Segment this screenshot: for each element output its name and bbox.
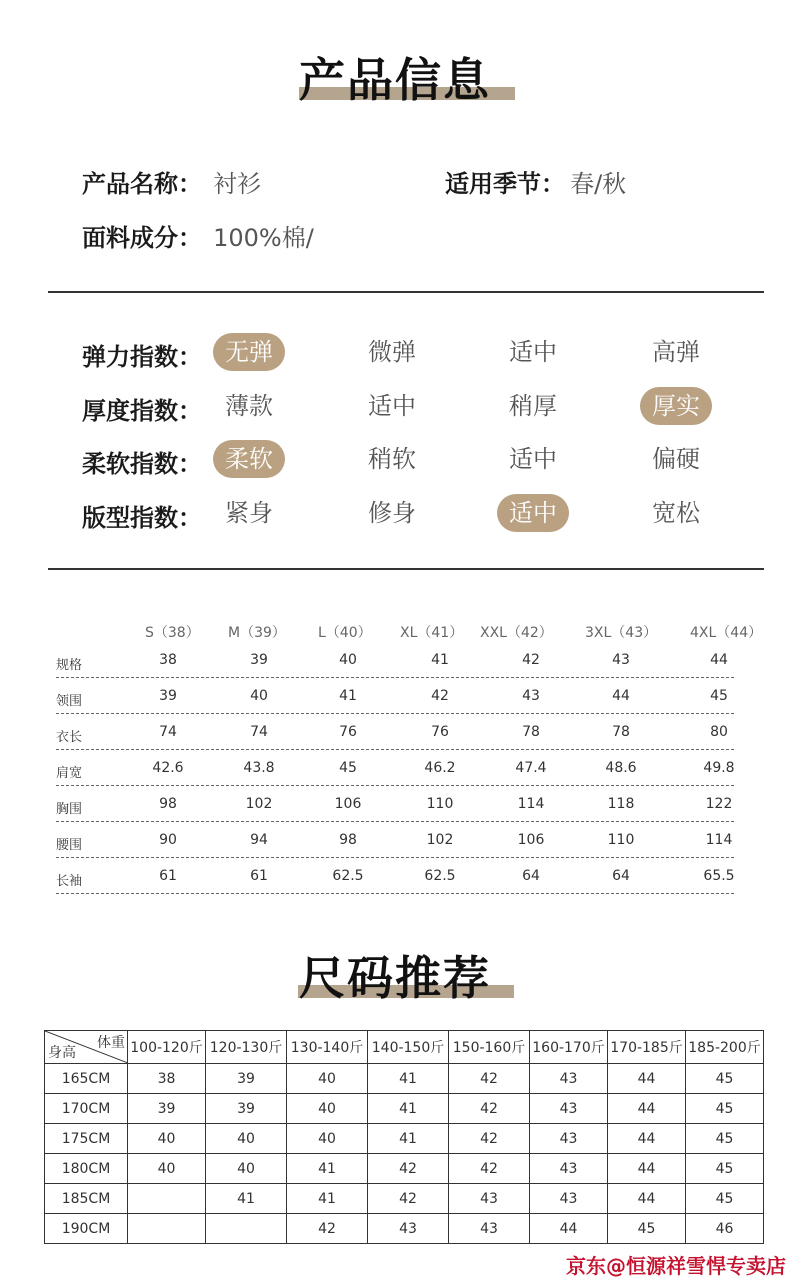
size-recommend-cell: 39 xyxy=(206,1064,287,1094)
table-corner-cell xyxy=(45,1031,128,1064)
size-recommend-cell: 40 xyxy=(287,1094,368,1124)
index-option: 适中 xyxy=(509,338,557,366)
season-row xyxy=(445,164,626,199)
size-column-header: S（38） xyxy=(145,625,200,641)
size-recommend-cell: 45 xyxy=(686,1064,764,1094)
index-option: 偏硬 xyxy=(652,445,700,473)
size-cell: 80 xyxy=(710,724,728,740)
size-cell: 46.2 xyxy=(424,760,456,776)
index-option: 适中 xyxy=(509,445,557,473)
size-cell: 45 xyxy=(710,688,728,704)
size-recommend-cell: 42 xyxy=(449,1124,530,1154)
weight-header-cell: 130-140斤 xyxy=(287,1031,368,1064)
size-cell: 76 xyxy=(339,724,357,740)
size-recommend-cell: 45 xyxy=(686,1094,764,1124)
product-name-value: 衬衫 xyxy=(213,170,262,198)
size-cell: 49.8 xyxy=(703,760,735,776)
size-cell: 90 xyxy=(159,832,177,848)
size-column-header: L（40） xyxy=(318,625,372,641)
size-cell: 64 xyxy=(522,868,540,884)
size-recommend-cell xyxy=(128,1214,206,1244)
season-value: 春/秋 xyxy=(570,170,627,198)
size-cell: 45 xyxy=(339,760,357,776)
size-cell: 110 xyxy=(426,796,454,812)
size-recommend-cell: 41 xyxy=(368,1094,449,1124)
size-cell: 106 xyxy=(517,832,545,848)
size-recommend-cell: 42 xyxy=(287,1214,368,1244)
size-row-label: 规格 xyxy=(56,658,83,673)
size-row-label: 领围 xyxy=(56,694,83,709)
weight-header-cell: 170-185斤 xyxy=(608,1031,686,1064)
index-option: 高弹 xyxy=(652,338,700,366)
size-cell: 76 xyxy=(431,724,449,740)
size-recommend-cell: 41 xyxy=(368,1124,449,1154)
size-recommend-cell: 44 xyxy=(608,1094,686,1124)
size-cell: 62.5 xyxy=(424,868,456,884)
size-recommend-cell: 41 xyxy=(287,1184,368,1214)
size-cell: 40 xyxy=(339,652,357,668)
size-cell: 47.4 xyxy=(515,760,547,776)
height-cell: 190CM xyxy=(45,1214,128,1244)
size-column-header: XL（41） xyxy=(400,625,464,641)
index-option: 适中 xyxy=(368,392,416,420)
size-cell: 42 xyxy=(431,688,449,704)
size-recommend-cell: 42 xyxy=(449,1064,530,1094)
size-cell: 61 xyxy=(250,868,268,884)
size-recommend-cell: 40 xyxy=(206,1124,287,1154)
size-recommend-cell: 40 xyxy=(128,1154,206,1184)
size-recommend-cell: 40 xyxy=(287,1064,368,1094)
index-option: 修身 xyxy=(368,499,416,527)
size-column-header: XXL（42） xyxy=(480,625,553,641)
size-cell: 78 xyxy=(612,724,630,740)
size-recommend-cell: 43 xyxy=(530,1154,608,1184)
size-row-label: 胸围 xyxy=(56,802,83,817)
size-recommend-cell: 42 xyxy=(449,1094,530,1124)
index-label: 版型指数： xyxy=(82,504,202,532)
size-recommend-cell: 43 xyxy=(368,1214,449,1244)
size-cell: 48.6 xyxy=(605,760,637,776)
size-recommend-cell: 41 xyxy=(206,1184,287,1214)
size-cell: 114 xyxy=(705,832,733,848)
size-cell: 65.5 xyxy=(703,868,735,884)
corner-weight-label: 体重 xyxy=(97,1035,125,1051)
size-recommend-cell: 44 xyxy=(608,1064,686,1094)
size-recommend-cell: 43 xyxy=(530,1124,608,1154)
row-separator xyxy=(56,821,734,822)
size-recommend-cell: 40 xyxy=(128,1124,206,1154)
weight-header-cell: 120-130斤 xyxy=(206,1031,287,1064)
size-recommend-cell: 45 xyxy=(608,1214,686,1244)
index-option: 微弹 xyxy=(368,338,416,366)
size-recommend-table xyxy=(44,1030,764,1244)
product-name-label: 产品名称： xyxy=(82,170,202,198)
size-cell: 39 xyxy=(159,688,177,704)
size-cell: 114 xyxy=(517,796,545,812)
index-label: 厚度指数： xyxy=(82,397,202,425)
index-option: 稍厚 xyxy=(509,392,557,420)
height-cell: 170CM xyxy=(45,1094,128,1124)
size-cell: 42.6 xyxy=(152,760,184,776)
recommend-title: 尺码推荐 xyxy=(299,951,491,1005)
product-info-title: 产品信息 xyxy=(299,53,491,107)
size-recommend-cell: 43 xyxy=(449,1184,530,1214)
size-cell: 44 xyxy=(710,652,728,668)
fabric-value: 100%棉/ xyxy=(213,224,314,252)
size-cell: 42 xyxy=(522,652,540,668)
size-cell: 62.5 xyxy=(332,868,364,884)
table-row xyxy=(45,1214,764,1244)
row-separator xyxy=(56,857,734,858)
size-cell: 39 xyxy=(250,652,268,668)
divider-top xyxy=(48,291,764,293)
weight-header-cell: 140-150斤 xyxy=(368,1031,449,1064)
size-recommend-cell: 43 xyxy=(530,1184,608,1214)
size-recommend-cell: 43 xyxy=(530,1094,608,1124)
index-label: 柔软指数： xyxy=(82,450,202,478)
row-separator xyxy=(56,893,734,894)
height-cell: 165CM xyxy=(45,1064,128,1094)
height-cell: 180CM xyxy=(45,1154,128,1184)
season-label: 适用季节： xyxy=(445,170,565,198)
size-cell: 64 xyxy=(612,868,630,884)
size-recommend-cell: 40 xyxy=(287,1124,368,1154)
size-recommend-cell: 45 xyxy=(686,1124,764,1154)
index-option-selected: 无弹 xyxy=(213,333,285,371)
size-column-header: 4XL（44） xyxy=(690,625,763,641)
row-separator xyxy=(56,749,734,750)
index-label: 弹力指数： xyxy=(82,343,202,371)
index-option-selected: 柔软 xyxy=(213,440,285,478)
size-row-label: 衣长 xyxy=(56,730,83,745)
index-option-selected: 厚实 xyxy=(640,387,712,425)
size-row-label: 肩宽 xyxy=(56,766,83,781)
size-recommend-cell: 44 xyxy=(608,1124,686,1154)
size-recommend-cell: 39 xyxy=(128,1094,206,1124)
size-cell: 74 xyxy=(159,724,177,740)
size-recommend-cell: 42 xyxy=(368,1154,449,1184)
index-option: 紧身 xyxy=(225,499,273,527)
weight-header-cell: 160-170斤 xyxy=(530,1031,608,1064)
size-cell: 38 xyxy=(159,652,177,668)
size-cell: 118 xyxy=(607,796,635,812)
table-row xyxy=(45,1094,764,1124)
size-cell: 106 xyxy=(334,796,362,812)
size-cell: 43 xyxy=(522,688,540,704)
fabric-label: 面料成分： xyxy=(82,224,202,252)
size-cell: 102 xyxy=(245,796,273,812)
size-recommend-cell: 40 xyxy=(206,1154,287,1184)
size-column-header: 3XL（43） xyxy=(585,625,658,641)
size-recommend-cell: 45 xyxy=(686,1154,764,1184)
index-option: 薄款 xyxy=(225,392,273,420)
size-recommend-cell xyxy=(206,1214,287,1244)
size-cell: 102 xyxy=(426,832,454,848)
size-cell: 78 xyxy=(522,724,540,740)
table-row xyxy=(45,1154,764,1184)
size-cell: 98 xyxy=(339,832,357,848)
size-recommend-cell: 43 xyxy=(530,1064,608,1094)
weight-header-cell: 100-120斤 xyxy=(128,1031,206,1064)
row-separator xyxy=(56,713,734,714)
weight-header-cell: 185-200斤 xyxy=(686,1031,764,1064)
size-cell: 43 xyxy=(612,652,630,668)
shop-name: 京东@恒源祥雪悍专卖店 xyxy=(566,1254,786,1278)
size-cell: 94 xyxy=(250,832,268,848)
size-cell: 122 xyxy=(705,796,733,812)
size-cell: 98 xyxy=(159,796,177,812)
size-cell: 61 xyxy=(159,868,177,884)
size-recommend-cell: 43 xyxy=(449,1214,530,1244)
size-recommend-cell: 46 xyxy=(686,1214,764,1244)
size-recommend-cell: 41 xyxy=(287,1154,368,1184)
fabric-row xyxy=(82,218,314,253)
size-recommend-cell: 44 xyxy=(608,1184,686,1214)
weight-header-cell: 150-160斤 xyxy=(449,1031,530,1064)
product-info-heading xyxy=(0,44,790,110)
size-row-label: 腰围 xyxy=(56,838,83,853)
size-recommend-cell: 42 xyxy=(449,1154,530,1184)
size-recommend-cell: 39 xyxy=(206,1094,287,1124)
size-recommend-cell: 44 xyxy=(530,1214,608,1244)
size-cell: 43.8 xyxy=(243,760,275,776)
size-cell: 40 xyxy=(250,688,268,704)
height-cell: 175CM xyxy=(45,1124,128,1154)
size-recommend-cell xyxy=(128,1184,206,1214)
size-recommend-cell: 41 xyxy=(368,1064,449,1094)
table-row xyxy=(45,1184,764,1214)
index-option: 稍软 xyxy=(368,445,416,473)
product-name-row xyxy=(82,164,261,199)
size-row-label: 长袖 xyxy=(56,874,83,889)
height-cell: 185CM xyxy=(45,1184,128,1214)
size-recommend-cell: 44 xyxy=(608,1154,686,1184)
index-option: 宽松 xyxy=(652,499,700,527)
size-recommend-cell: 42 xyxy=(368,1184,449,1214)
index-option-selected: 适中 xyxy=(497,494,569,532)
size-cell: 74 xyxy=(250,724,268,740)
recommend-heading xyxy=(0,942,790,1008)
table-row xyxy=(45,1124,764,1154)
size-cell: 110 xyxy=(607,832,635,848)
size-column-header: M（39） xyxy=(228,625,286,641)
table-row xyxy=(45,1064,764,1094)
size-cell: 41 xyxy=(431,652,449,668)
row-separator xyxy=(56,677,734,678)
corner-height-label: 身高 xyxy=(48,1045,76,1061)
row-separator xyxy=(56,785,734,786)
size-cell: 41 xyxy=(339,688,357,704)
size-cell: 44 xyxy=(612,688,630,704)
divider-bottom xyxy=(48,568,764,570)
size-recommend-cell: 38 xyxy=(128,1064,206,1094)
size-recommend-cell: 45 xyxy=(686,1184,764,1214)
